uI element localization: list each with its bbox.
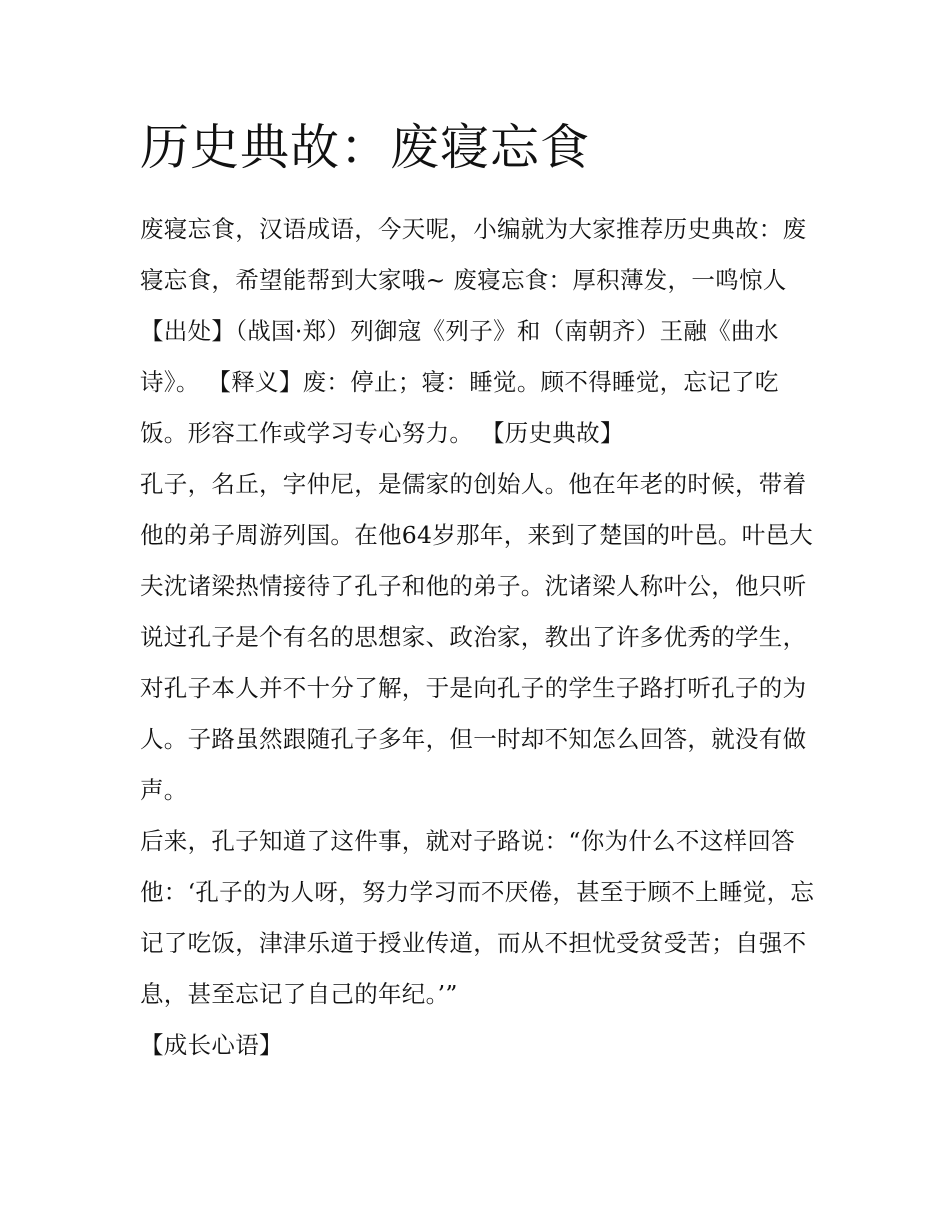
paragraph-story: 孔子，名丘，字仲尼，是儒家的创始人。他在年老的时候，带着他的弟子周游列国。在他64岁那年，来到了楚国的叶邑。叶邑大夫沈诸梁热情接待了孔子和他的弟子。沈诸梁人称叶公，他只听说过孔子是个有名的思想家、政治家，教出了许多优秀的学生，对孔子本人并不十分了解，于是向孔子的学生子路打听孔子的为人。子路虽然跟随孔子多年，但一时却不知怎么回答，就没有做声。 <box>140 470 814 804</box>
paragraph-growth-heading: 【成长心语】 <box>140 1031 283 1059</box>
paragraph-source-meaning: 【出处】（战国·郑）列御寇《列子》和（南朝齐）王融《曲水诗》。 【释义】废：停止；寝：睡觉。顾不得睡觉，忘记了吃饭。形容工作或学习专心努力。 【历史典故】 <box>140 317 779 447</box>
paragraph-confucius-quote: 后来，孔子知道了这件事，就对子路说：“你为什么不这样回答他：‘孔子的为人呀，努力学习而不厌倦，甚至于顾不上睡觉，忘记了吃饭，津津乐道于授业传道，而从不担忧受贫受苦；自强不息，甚至忘记了自己的年纪。’” <box>140 827 815 1008</box>
document-title: 历史典故：废寝忘食 <box>140 119 591 176</box>
document-page <box>140 110 820 1071</box>
paragraph-intro: 废寝忘食，汉语成语，今天呢，小编就为大家推荐历史典故：废寝忘食，希望能帮到大家哦~ 废寝忘食：厚积薄发，一鸣惊人 <box>140 215 807 294</box>
